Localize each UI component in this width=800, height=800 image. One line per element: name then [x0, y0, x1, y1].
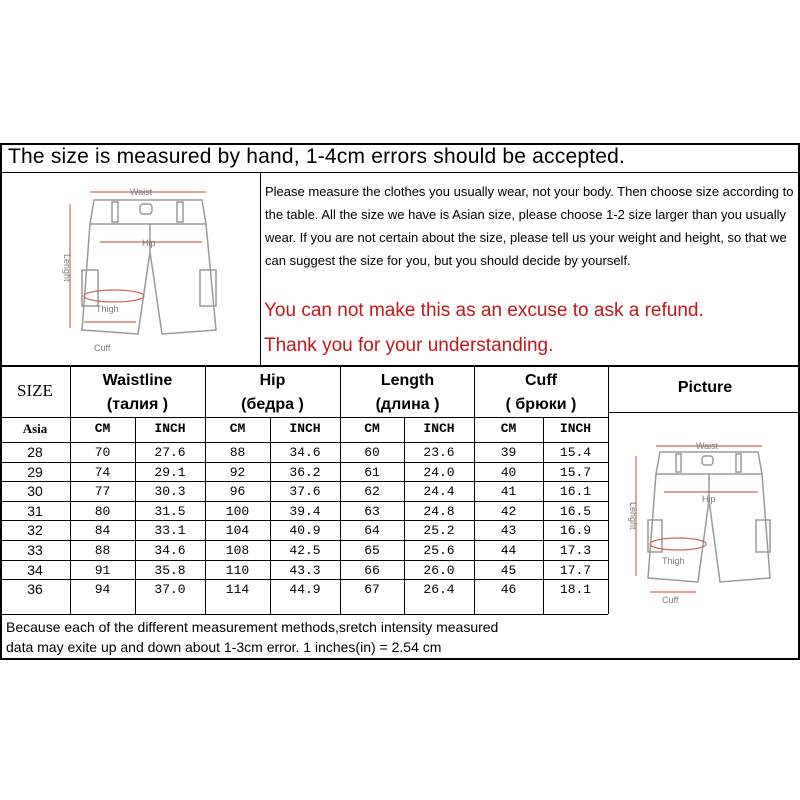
table-cell: 39.4 [289, 503, 321, 519]
column-header [205, 369, 340, 417]
column-name: Hip [259, 372, 286, 389]
refund-warning: You can not make this as an excuse to ask a refund. [264, 300, 704, 321]
table-cell: 104 [225, 523, 250, 539]
table-cell: 25.2 [423, 523, 455, 539]
table-cell: 26.4 [423, 582, 455, 598]
grid-line [474, 365, 475, 614]
unit-inch: INCH [289, 421, 321, 436]
divider [0, 614, 608, 615]
table-cell: 74 [94, 464, 111, 480]
waist-label: Waist [130, 187, 153, 197]
unit-cm: CM [500, 421, 517, 436]
row-divider [0, 540, 608, 541]
table-cell: 91 [94, 562, 111, 578]
table-cell: 24.4 [423, 484, 455, 500]
grid-line [70, 365, 71, 614]
column-name-ru: (бедра ) [241, 396, 304, 413]
table-cell: 15.7 [559, 464, 592, 480]
table-cell: 64 [364, 523, 380, 539]
picture-length-label: Lenght [628, 502, 638, 530]
grid-line [205, 365, 206, 614]
table-cell: 63 [364, 503, 380, 519]
size-cell: 31 [27, 502, 43, 519]
table-cell: 34.6 [289, 445, 321, 460]
size-cell: 36 [27, 581, 43, 598]
column-name-ru: (длина ) [375, 396, 440, 413]
table-cell: 16.5 [559, 503, 592, 519]
shorts-diagram [52, 178, 252, 363]
divider [0, 365, 800, 367]
table-cell: 23.6 [423, 445, 455, 460]
table-cell: 26.0 [423, 562, 455, 578]
picture-header: Picture [677, 379, 733, 396]
column-name: Cuff [525, 372, 557, 389]
table-cell: 29.1 [154, 464, 186, 480]
table-cell: 88 [94, 543, 111, 558]
table-cell: 84 [94, 523, 111, 539]
table-cell: 36.2 [289, 464, 321, 480]
table-cell: 80 [94, 503, 111, 519]
column-header [70, 369, 205, 417]
table-cell: 70 [94, 445, 111, 460]
table-cell: 24.8 [423, 503, 455, 519]
row-divider [0, 462, 608, 463]
table-cell: 35.8 [154, 562, 186, 578]
table-cell: 88 [229, 445, 246, 460]
table-cell: 65 [364, 543, 380, 558]
table-cell: 37.6 [289, 484, 321, 500]
table-cell: 18.1 [559, 582, 592, 598]
size-cell: 33 [27, 542, 43, 558]
unit-cm: CM [364, 421, 380, 436]
table-cell: 17.3 [559, 543, 592, 558]
note-line: data may exite up and down about 1-3cm error. 1 inches(in) = 2.54 cm [6, 639, 442, 655]
size-cell: 34 [27, 561, 43, 578]
table-cell: 94 [94, 582, 111, 598]
length-label: Lenght [62, 254, 72, 282]
cuff-label: Cuff [94, 343, 111, 353]
note-line: Because each of the different measurement methods,sretch intensity measured [6, 619, 499, 635]
table-cell: 39 [500, 445, 517, 460]
table-cell: 44 [500, 543, 517, 558]
table-cell: 42 [500, 503, 517, 519]
table-cell: 77 [94, 484, 111, 500]
picture-waist-label: Waist [696, 441, 719, 451]
table-cell: 100 [225, 503, 250, 519]
table-cell: 44.9 [289, 582, 321, 598]
table-cell: 66 [364, 562, 380, 578]
table-cell: 108 [225, 543, 250, 558]
row-divider [0, 481, 608, 482]
instructions-text: Please measure the clothes you usually wear, not your body. Then choose size according to the table. All the size we have is Asian size, please choose 1-2 size larger than you usually wear. If you are not certain about the size, please tell us your weight and height, so that we can suggest the size for you, but you should decide by yourself. [265, 184, 794, 268]
unit-inch: INCH [559, 421, 592, 436]
divider [608, 365, 609, 614]
table-cell: 46 [500, 582, 517, 598]
size-cell: 28 [27, 444, 43, 460]
divider [260, 172, 261, 365]
size-cell: 30 [27, 483, 43, 500]
thigh-label: Thigh [96, 304, 119, 314]
grid-line [340, 365, 341, 614]
table-cell: 41 [500, 484, 517, 500]
measurement-note [6, 617, 606, 657]
table-cell: 16.1 [559, 484, 592, 500]
grid-line [543, 417, 544, 614]
table-cell: 37.0 [154, 582, 186, 598]
table-cell: 61 [364, 464, 380, 480]
table-cell: 62 [364, 484, 380, 500]
unit-cm: CM [94, 421, 111, 436]
column-name-ru: (талия ) [106, 396, 169, 413]
table-cell: 60 [364, 445, 380, 460]
table-cell: 31.5 [154, 503, 186, 519]
column-name-ru: ( брюки ) [505, 396, 577, 413]
table-cell: 67 [364, 582, 380, 598]
size-cell: 32 [27, 522, 43, 539]
hip-label: Hip [142, 238, 156, 248]
divider [0, 442, 608, 443]
table-cell: 45 [500, 562, 517, 578]
column-header [474, 369, 608, 417]
table-cell: 92 [229, 464, 246, 480]
table-cell: 43.3 [289, 562, 321, 578]
table-cell: 42.5 [289, 543, 321, 558]
size-system: Asia [22, 421, 48, 436]
row-divider [0, 501, 608, 502]
size-cell: 29 [27, 463, 43, 480]
unit-cm: CM [229, 421, 246, 436]
grid-line [135, 417, 136, 614]
picture-cuff-label: Cuff [662, 595, 679, 605]
table-cell: 15.4 [559, 445, 592, 460]
row-divider [0, 579, 608, 580]
table-cell: 114 [225, 582, 250, 598]
picture-hip-label: Hip [702, 494, 716, 504]
thanks-message: Thank you for your understanding. [264, 335, 554, 356]
table-cell: 43 [500, 523, 517, 539]
row-divider [0, 520, 608, 521]
table-cell: 34.6 [154, 543, 186, 558]
unit-inch: INCH [423, 421, 455, 436]
row-divider [0, 560, 608, 561]
picture-diagram [622, 430, 797, 610]
divider [0, 417, 608, 418]
table-cell: 110 [225, 562, 250, 578]
grid-line [270, 417, 271, 614]
table-cell: 40.9 [289, 523, 321, 539]
table-cell: 16.9 [559, 523, 592, 539]
divider [608, 412, 800, 413]
table-cell: 25.6 [423, 543, 455, 558]
divider [0, 172, 800, 173]
page-title: The size is measured by hand, 1-4cm errors should be accepted. [8, 145, 626, 168]
unit-inch: INCH [154, 421, 186, 436]
table-cell: 96 [229, 484, 246, 500]
picture-thigh-label: Thigh [662, 556, 685, 566]
table-cell: 27.6 [154, 445, 186, 460]
column-name: Waistline [102, 372, 173, 389]
table-cell: 40 [500, 464, 517, 480]
column-header [340, 369, 475, 417]
column-name: Length [380, 372, 435, 389]
size-header: SIZE [17, 381, 53, 400]
table-cell: 17.7 [559, 562, 592, 578]
table-cell: 33.1 [154, 523, 186, 539]
table-cell: 30.3 [154, 484, 186, 500]
grid-line [404, 417, 405, 614]
table-cell: 24.0 [423, 464, 455, 480]
